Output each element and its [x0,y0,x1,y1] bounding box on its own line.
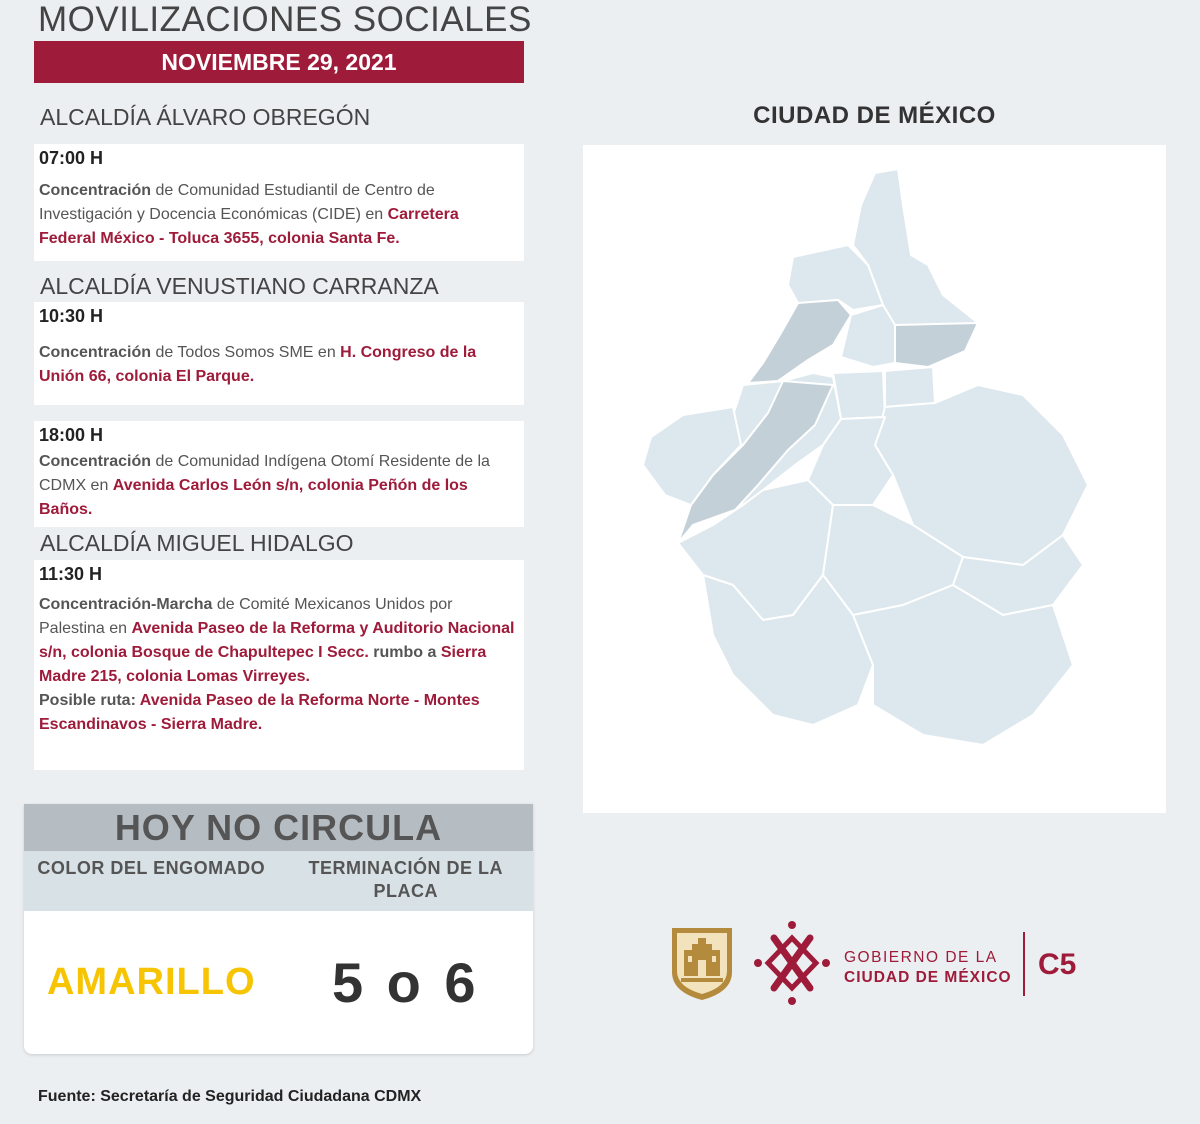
event-type: Concentración [39,453,152,470]
event-description [39,179,519,251]
event-text-connector: rumbo a [368,644,441,661]
event-description [39,593,519,737]
hnc-col-color-header: COLOR DEL ENGOMADO [37,858,266,878]
route-label: Posible ruta: [39,692,136,709]
map-region-benito-juarez [833,371,885,419]
cdmx-government-emblem [754,920,830,1006]
gov-line-1: GOBIERNO DE LA [844,949,998,966]
hnc-col-placa-header: TERMINACIÓN DE LA PLACA [308,858,503,901]
hoy-no-circula-panel [24,804,533,1054]
event-card [34,144,524,261]
source-note: Fuente: Secretaría de Seguridad Ciudadana CDMX [38,1088,422,1105]
alcaldia-heading-alvaro-obregon: ALCALDÍA ÁLVARO OBREGÓN [40,104,371,130]
hnc-column-headers [24,851,533,911]
cdmx-map [583,145,1166,813]
event-time: 18:00 H [39,425,104,445]
route-text: Avenida Paseo de la Reforma Norte - Montes Escandinavos - Sierra Madre. [39,692,480,733]
map-panel [583,145,1166,813]
event-text: de Comité Mexicanos Unidos por Palestina en [39,596,453,637]
logo-divider [1023,932,1025,996]
gov-line-2: CIUDAD DE MÉXICO [844,969,1012,986]
event-location: H. Congreso de la Unión 66, colonia El Parque. [39,344,477,385]
hnc-placa-value: 5 o 6 [331,951,480,1014]
event-type: Concentración [39,344,152,361]
map-region-venustiano-carranza [895,323,978,367]
event-text: de Todos Somos SME en [151,344,341,361]
event-location: Carretera Federal México - Toluca 3655, colonia Santa Fe. [39,206,459,247]
event-text: de Comunidad Estudiantil de Centro de Investigación y Docencia Económicas (CIDE) en [39,182,435,223]
event-description [39,450,519,522]
event-type: Concentración-Marcha [39,596,213,613]
map-title: CIUDAD DE MÉXICO [753,102,996,129]
event-text: de Comunidad Indígena Otomí Residente de la CDMX en [39,453,490,494]
footer-logos [668,920,1088,1010]
event-location: Avenida Paseo de la Reforma y Auditorio Nacional s/n, colonia Bosque de Chapultepec I Secc. [39,620,515,661]
event-time: 11:30 H [39,564,103,584]
event-card [34,421,524,527]
event-time: 07:00 H [39,148,104,168]
map-region-miguel-hidalgo [748,300,851,383]
event-destination: Sierra Madre 215, colonia Lomas Virreyes. [39,644,487,685]
alcaldia-heading-miguel-hidalgo: ALCALDÍA MIGUEL HIDALGO [40,530,354,556]
event-location: Avenida Carlos León s/n, colonia Peñón de los Baños. [39,477,468,518]
map-region-iztacalco [885,367,935,407]
event-time: 10:30 H [39,306,104,326]
event-type: Concentración [39,182,152,199]
government-name [844,948,1012,988]
cdmx-shield-logo [668,926,736,1002]
event-card [34,302,524,405]
hnc-color-value: AMARILLO [46,961,256,1003]
page-title: MOVILIZACIONES SOCIALES [38,0,532,39]
event-description [39,341,519,389]
event-card [34,560,524,770]
hnc-values [24,911,533,1054]
date-banner: NOVIEMBRE 29, 2021 [34,41,524,83]
c5-logo: C5 [1038,948,1077,981]
alcaldia-heading-venustiano-carranza: ALCALDÍA VENUSTIANO CARRANZA [40,273,439,299]
hnc-title: HOY NO CIRCULA [24,804,533,851]
map-region-milpa-alta [853,585,1073,745]
